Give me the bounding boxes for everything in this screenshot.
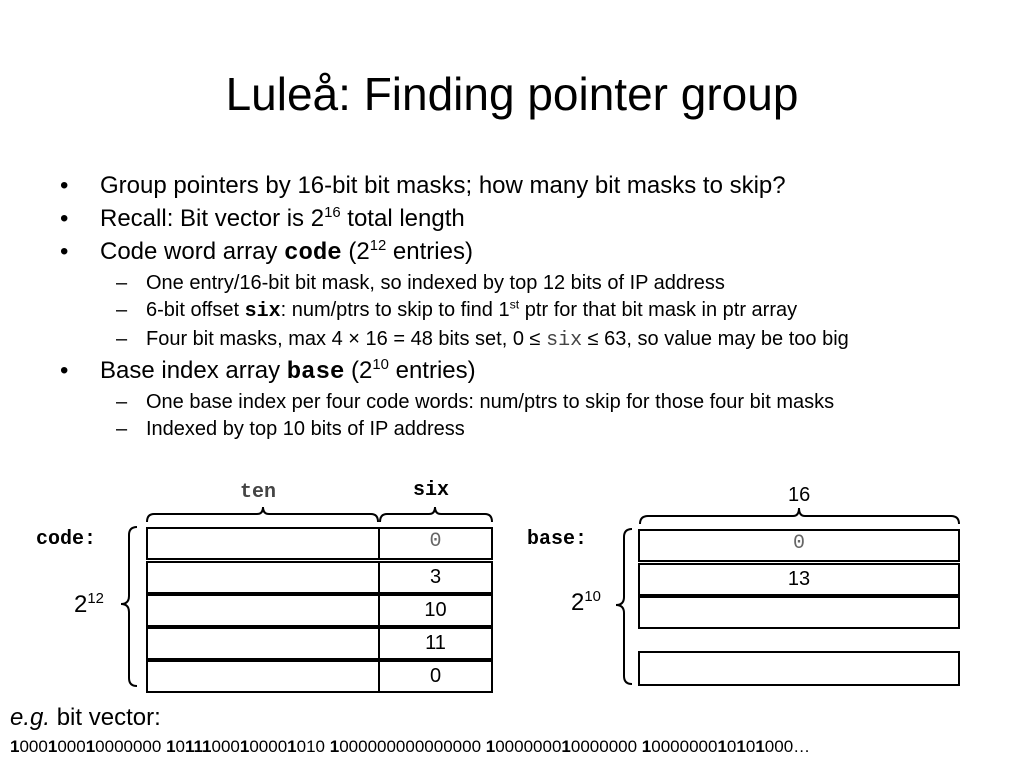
sub-bullet-3-text-mid: 16 = 48 bits set, 0 ≤ (359, 328, 547, 350)
bit-segment: 1 (485, 737, 496, 756)
sub-bullet-4-text: One base index per four code words: num/ptrs to skip for those four bit masks (146, 391, 835, 413)
bit-segment: 1 (287, 737, 297, 756)
bit-segment: 1 (641, 737, 652, 756)
bullet-3-text-mid: (2 (341, 238, 370, 265)
sub-bullet-5-text: Indexed by top 10 bits of IP address (146, 418, 465, 440)
base-entry-count (571, 588, 601, 618)
code-six-cell: 0 (378, 527, 493, 560)
sub-bullet-3-text-end: ≤ 63, so value may be too big (582, 328, 849, 350)
sixteen-brace (640, 508, 959, 524)
base-count-exponent: 10 (584, 589, 601, 605)
bit-segment: 0000000 (495, 737, 562, 756)
sub-bullet-2-text-mid: : num/ptrs to skip to find 1 (280, 299, 510, 321)
code-entry-count (74, 590, 104, 620)
example-bit-vector (10, 736, 810, 758)
sub-bullet-2-code: six (244, 300, 281, 323)
bit-segment: 0 (726, 737, 737, 756)
sub-bullet-2-superscript: st (509, 297, 520, 312)
bullet-2-text: Recall: Bit vector is 2 (100, 205, 325, 232)
code-six-cell: 3 (378, 561, 493, 594)
bit-segment: 000… (764, 737, 811, 756)
base-count-brace (616, 529, 632, 684)
base-cell (638, 596, 960, 629)
example-label-text: bit vector: (50, 704, 161, 731)
six-brace (380, 507, 492, 522)
bullet-3-text-end: entries) (386, 238, 473, 265)
bit-segment: 000 (57, 737, 86, 756)
code-ten-cell (146, 561, 380, 594)
ten-brace (147, 507, 378, 522)
sixteen-label: 16 (788, 484, 811, 506)
sub-bullet-3-code: six (546, 329, 583, 352)
code-count-brace (121, 527, 137, 686)
sub-bullet-1-text: One entry/16-bit bit mask, so indexed by top 12 bits of IP address (146, 272, 725, 294)
bullet-4-exponent: 10 (372, 357, 389, 373)
example-label (10, 703, 161, 733)
code-ten-cell (146, 660, 380, 693)
bullet-3-exponent: 12 (369, 238, 387, 254)
bit-segment: 111 (185, 737, 212, 756)
bit-segment: 1 (329, 737, 340, 756)
code-count-exponent: 12 (87, 591, 104, 607)
base-count-base: 2 (571, 589, 585, 616)
bit-segment: 0000000 (651, 737, 718, 756)
bit-segment: 1 (47, 737, 58, 756)
code-array-label: code: (36, 528, 97, 551)
bit-segment: 0000000 (570, 737, 642, 756)
sub-bullet-2-text: 6-bit offset (146, 299, 245, 321)
bullet-3-text: Code word array (100, 238, 285, 265)
six-label: six (413, 479, 450, 502)
code-six-cell: 10 (378, 594, 493, 627)
bit-segment: 0 (175, 737, 185, 756)
bullet-4-text-end: entries) (388, 357, 476, 384)
base-cell (638, 651, 960, 686)
bit-segment: 0000 (249, 737, 288, 756)
bit-segment: 010 (296, 737, 330, 756)
bullet-4-code: base (286, 359, 345, 386)
bit-segment: 1 (10, 737, 20, 756)
bullet-2-exponent: 16 (324, 205, 341, 221)
sub-bullet-3-text: Four bit masks, max 4 (146, 328, 349, 350)
base-cell: 0 (638, 529, 960, 562)
bit-segment: 0000000 (95, 737, 167, 756)
bit-segment: 1 (239, 737, 250, 756)
bit-segment: 0 (745, 737, 756, 756)
code-ten-cell (146, 527, 380, 560)
bit-segment: 1 (717, 737, 727, 756)
code-six-cell: 0 (378, 660, 493, 693)
code-ten-cell (146, 627, 380, 660)
bit-segment: 000000000000000 (339, 737, 486, 756)
code-six-cell: 11 (378, 627, 493, 660)
bit-segment: 1 (85, 737, 96, 756)
ten-label: ten (240, 481, 277, 504)
example-label-em: e.g. (10, 704, 51, 731)
bit-segment: 1 (166, 737, 176, 756)
bullet-4-text-mid: (2 (344, 357, 373, 384)
slide-title: Luleå: Finding pointer group (225, 68, 799, 120)
bullet-2-text-end: total length (340, 205, 465, 232)
code-count-base: 2 (74, 591, 88, 618)
bit-segment: 000 (19, 737, 48, 756)
bit-segment: 1 (736, 737, 746, 756)
bullet-3-code: code (284, 240, 342, 267)
times-symbol: × (348, 328, 360, 350)
bit-segment: 000 (211, 737, 240, 756)
bullet-1-text: Group pointers by 16-bit bit masks; how many bit masks to skip? (100, 172, 786, 199)
code-ten-cell (146, 594, 380, 627)
bullet-4-text: Base index array (100, 357, 287, 384)
bit-segment: 1 (561, 737, 571, 756)
base-cell: 13 (638, 563, 960, 596)
base-array-label: base: (527, 528, 588, 551)
bit-segment: 1 (755, 737, 765, 756)
sub-bullet-2-text-end: ptr for that bit mask in ptr array (519, 299, 798, 321)
